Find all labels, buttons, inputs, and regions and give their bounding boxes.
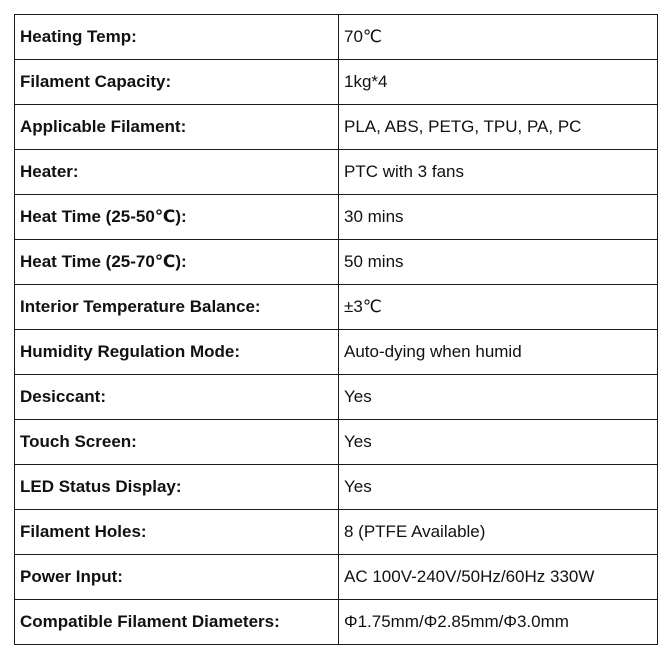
spec-label: Humidity Regulation Mode: [15, 330, 339, 375]
spec-value: 30 mins [339, 195, 658, 240]
spec-value: Yes [339, 375, 658, 420]
table-row [15, 510, 658, 555]
spec-value: AC 100V-240V/50Hz/60Hz 330W [339, 555, 658, 600]
spec-value: 70℃ [339, 15, 658, 60]
table-row [15, 555, 658, 600]
spec-label: Desiccant: [15, 375, 339, 420]
spec-table-body [15, 15, 658, 645]
table-row [15, 15, 658, 60]
table-row [15, 420, 658, 465]
spec-label: Filament Holes: [15, 510, 339, 555]
spec-label: Interior Temperature Balance: [15, 285, 339, 330]
table-row [15, 375, 658, 420]
table-row [15, 150, 658, 195]
spec-label: Filament Capacity: [15, 60, 339, 105]
spec-value: Yes [339, 465, 658, 510]
spec-label: Power Input: [15, 555, 339, 600]
spec-value: Auto-dying when humid [339, 330, 658, 375]
spec-label: Touch Screen: [15, 420, 339, 465]
table-row [15, 195, 658, 240]
spec-value: 8 (PTFE Available) [339, 510, 658, 555]
table-row [15, 285, 658, 330]
spec-label: Heat Time (25-50℃): [15, 195, 339, 240]
spec-value: Φ1.75mm/Φ2.85mm/Φ3.0mm [339, 600, 658, 645]
spec-value: Yes [339, 420, 658, 465]
spec-value: ±3℃ [339, 285, 658, 330]
table-row [15, 330, 658, 375]
spec-label: Heater: [15, 150, 339, 195]
spec-label: Applicable Filament: [15, 105, 339, 150]
spec-table [14, 14, 658, 645]
spec-value: PTC with 3 fans [339, 150, 658, 195]
spec-value: 1kg*4 [339, 60, 658, 105]
table-row [15, 105, 658, 150]
table-row [15, 465, 658, 510]
spec-label: Heating Temp: [15, 15, 339, 60]
spec-value: PLA, ABS, PETG, TPU, PA, PC [339, 105, 658, 150]
spec-label: Heat Time (25-70℃): [15, 240, 339, 285]
spec-value: 50 mins [339, 240, 658, 285]
table-row [15, 240, 658, 285]
spec-label: Compatible Filament Diameters: [15, 600, 339, 645]
spec-label: LED Status Display: [15, 465, 339, 510]
table-row [15, 600, 658, 645]
table-row [15, 60, 658, 105]
